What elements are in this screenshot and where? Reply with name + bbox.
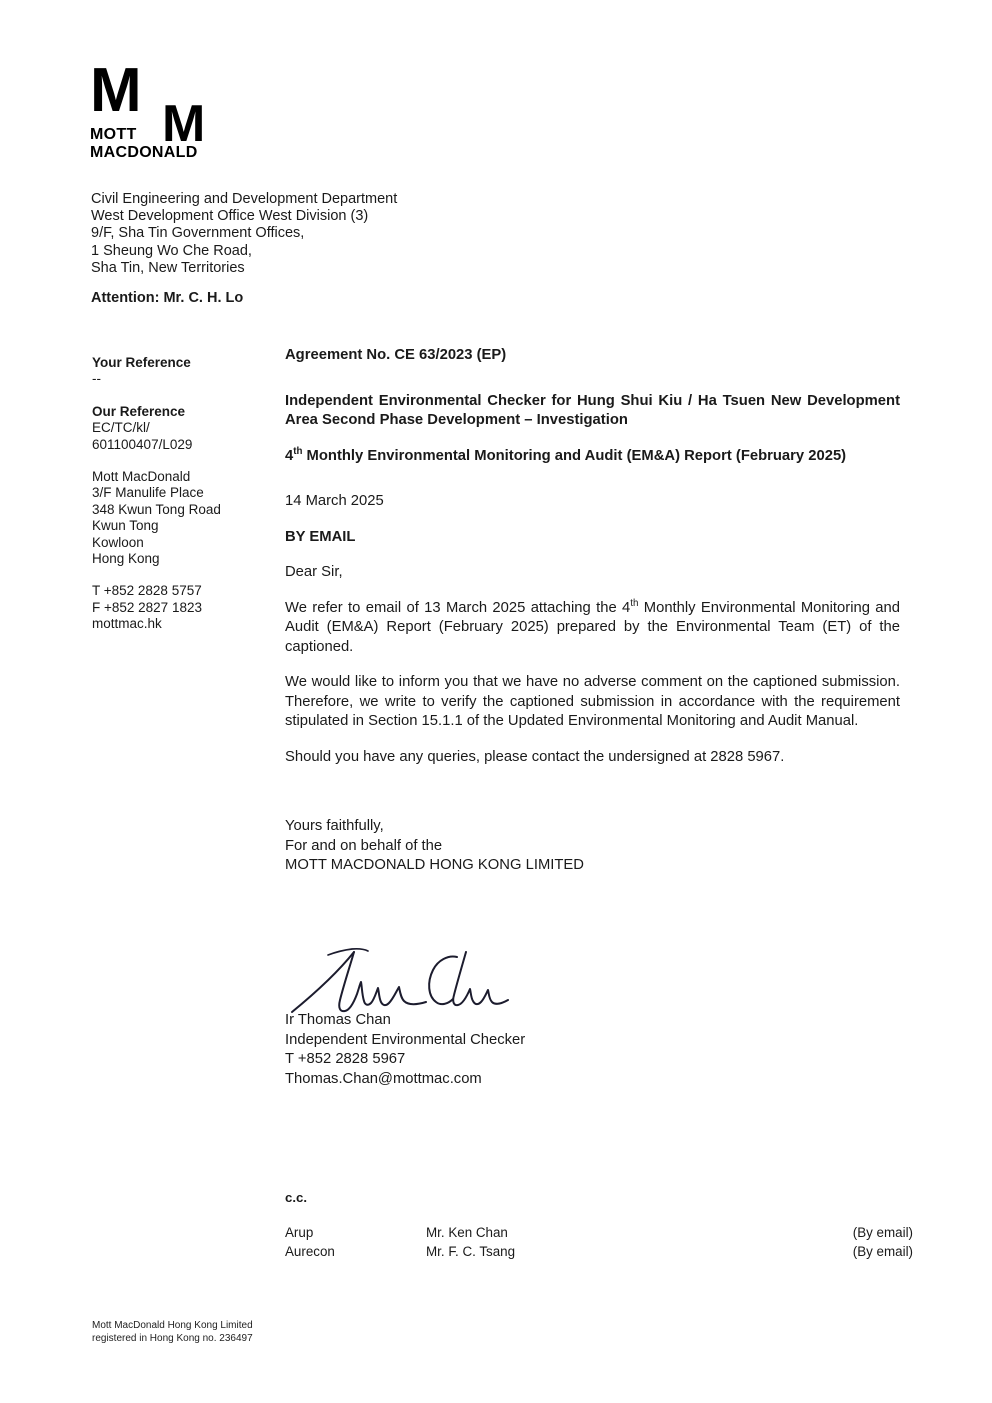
letter-body (285, 346, 900, 876)
body-spacer-3 (285, 466, 900, 492)
body-spacer-6 (285, 583, 900, 599)
body-paragraph-3: Should you have any queries, please contact the undersigned at 2828 5967. (285, 748, 785, 765)
your-reference-value: -- (92, 371, 101, 387)
paragraph-1-ordinal-suffix: th (630, 597, 639, 609)
signer-email[interactable]: Thomas.Chan@mottmac.com (285, 1070, 482, 1087)
table-row (285, 1224, 913, 1243)
signer-role: Independent Environmental Checker (285, 1031, 526, 1048)
attention-line: Attention: Mr. C. H. Lo (91, 290, 244, 306)
agreement-number-heading: Agreement No. CE 63/2023 (EP) (285, 347, 507, 363)
your-reference-label: Your Reference (92, 355, 191, 370)
sender-address-line-1: Mott MacDonald (92, 469, 191, 485)
recipient-line-4: 1 Sheung Wo Che Road, (91, 242, 252, 259)
footer-line-2: registered in Hong Kong no. 236497 (92, 1332, 253, 1344)
sender-address-line-4: Kwun Tong (92, 518, 159, 534)
cc-organisation: Aurecon (285, 1243, 335, 1259)
body-paragraph-2: We would like to inform you that we have no adverse comment on the captioned submission. Therefore, we write to verify the captioned submission in accordance with the requirement stipulated in Section 15.1.1 of the Updated Environmental Monitoring and Audit Manual. (285, 674, 900, 729)
body-spacer-5 (285, 547, 900, 563)
report-title-heading (285, 447, 900, 467)
recipient-line-5: Sha Tin, New Territories (91, 259, 245, 276)
sender-website[interactable]: mottmac.hk (92, 616, 162, 632)
reference-spacer-1 (92, 388, 272, 404)
closing-line-2: For and on behalf of the (285, 837, 443, 854)
closing-line-3: MOTT MACDONALD HONG KONG LIMITED (285, 857, 584, 873)
our-reference-line-2: 601100407/L029 (92, 436, 193, 452)
mott-macdonald-logo (90, 56, 280, 161)
signature-image (288, 938, 518, 1020)
body-spacer-10 (285, 797, 900, 817)
report-title-ordinal-suffix: th (293, 445, 303, 457)
sender-address-line-3: 348 Kwun Tong Road (92, 501, 221, 517)
body-spacer-9 (285, 767, 900, 797)
logo-m-mark-secondary: M (162, 95, 205, 153)
sender-address-line-5: Kowloon (92, 534, 144, 550)
footer-line-1: Mott MacDonald Hong Kong Limited (92, 1320, 253, 1331)
cc-label: c.c. (285, 1190, 307, 1205)
body-spacer-8 (285, 732, 900, 748)
cc-person: Mr. Ken Chan (426, 1225, 508, 1240)
reference-column (92, 355, 272, 633)
signer-phone: T +852 2828 5967 (285, 1051, 406, 1067)
paragraph-1-text-part-2: Monthly Environmental Monitoring and Audit (EM&A) Report (February 2025) prepared by the Environmental Team (ET) of the captioned. (285, 599, 900, 655)
table-row (285, 1243, 913, 1262)
report-title-text: Monthly Environmental Monitoring and Audit (EM&A) Report (February 2025) (302, 447, 847, 464)
body-spacer-2 (285, 431, 900, 447)
cc-distribution-table (285, 1224, 913, 1261)
logo-wordmark-mott: MOTT (90, 126, 137, 143)
delivery-method: BY EMAIL (285, 528, 356, 545)
logo-wordmark-macdonald: MACDONALD (90, 144, 198, 161)
recipient-address-block (91, 191, 471, 277)
salutation: Dear Sir, (285, 564, 343, 580)
page-footer (92, 1320, 253, 1345)
project-title-heading: Independent Environmental Checker for Hung Shui Kiu / Ha Tsuen New Development Area Second Phase Development – Investigation (285, 392, 900, 428)
our-reference-label: Our Reference (92, 403, 186, 419)
signer-name: Ir Thomas Chan (285, 1012, 391, 1028)
report-title-number: 4 (285, 447, 294, 464)
reference-spacer-3 (92, 567, 272, 583)
letter-date: 14 March 2025 (285, 493, 384, 509)
body-spacer-4 (285, 512, 900, 528)
reference-spacer-2 (92, 453, 272, 469)
cc-organisation: Arup (285, 1225, 314, 1240)
recipient-line-1: Civil Engineering and Development Department (91, 191, 398, 207)
logo-m-mark-primary: M (90, 56, 141, 125)
cc-method: (By email) (852, 1243, 913, 1259)
body-spacer-1 (285, 366, 900, 392)
recipient-line-2: West Development Office West Division (3) (91, 208, 369, 225)
body-paragraph-1 (285, 599, 900, 658)
sender-telephone: T +852 2828 5757 (92, 583, 202, 599)
body-spacer-7 (285, 657, 900, 673)
cc-method: (By email) (852, 1225, 913, 1240)
recipient-line-3: 9/F, Sha Tin Government Offices, (91, 225, 305, 242)
our-reference-line-1: EC/TC/kl/ (92, 420, 150, 436)
sender-address-line-6: Hong Kong (92, 551, 160, 567)
paragraph-1-text-part-1: We refer to email of 13 March 2025 attaching the 4 (285, 599, 631, 616)
closing-line-1: Yours faithfully, (285, 818, 384, 834)
signer-details (285, 1011, 525, 1089)
sender-fax: F +852 2827 1823 (92, 599, 202, 615)
cc-person: Mr. F. C. Tsang (426, 1243, 516, 1259)
sender-address-line-2: 3/F Manulife Place (92, 485, 204, 501)
